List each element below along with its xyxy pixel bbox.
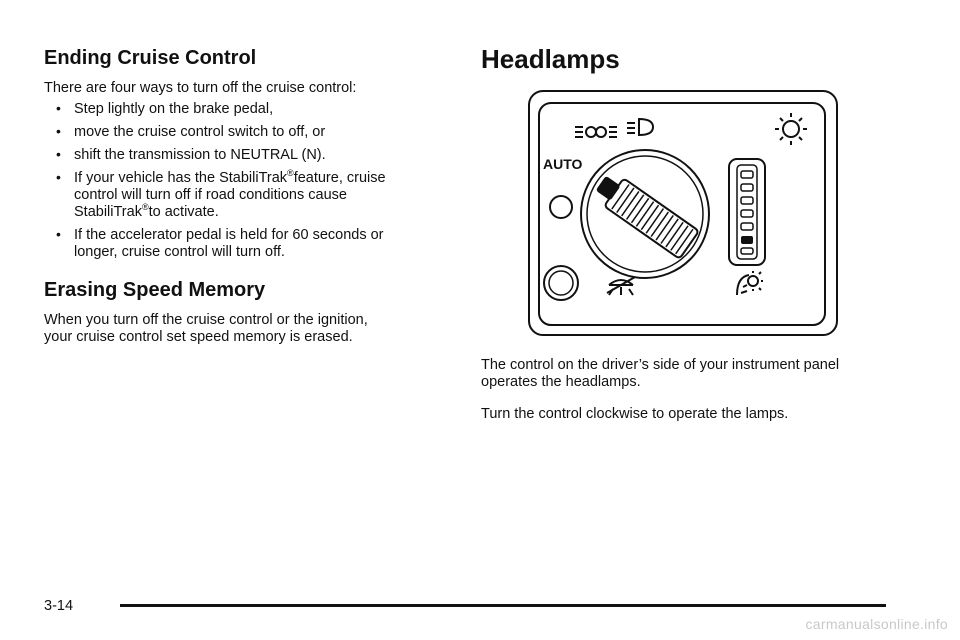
headlamp-switch-illustration — [527, 89, 839, 337]
erasing-speed-memory-heading: Erasing Speed Memory — [44, 279, 266, 301]
watermark: carmanualsonline.info — [805, 616, 948, 632]
headlamps-body — [481, 357, 921, 423]
headlamps-paragraph-2: Turn the control clockwise to operate the lamps. — [481, 406, 789, 422]
small-button-icon — [550, 196, 572, 218]
headlamps-heading: Headlamps — [481, 44, 620, 74]
erasing-speed-paragraph: When you turn off the cruise control or the ignition, your cruise control set speed memory is erased. — [44, 312, 368, 345]
right-column — [481, 40, 921, 74]
bullet-icon: • — [56, 123, 61, 139]
footer-divider — [120, 604, 886, 607]
left-column — [44, 40, 444, 346]
dimmer-wheel — [729, 159, 765, 265]
page-number: 3-14 — [44, 598, 74, 614]
bullet-icon: • — [56, 226, 61, 242]
auto-label: AUTO — [543, 156, 583, 172]
bullet-icon: • — [56, 100, 61, 116]
bullet-icon: • — [56, 146, 61, 162]
headlamp-dial — [581, 150, 709, 278]
registered-mark: ® — [141, 202, 149, 212]
registered-mark: ® — [287, 168, 294, 178]
ending-cruise-intro: There are four ways to turn off the cruise control: — [44, 80, 357, 96]
headlamp-control-figure — [527, 89, 839, 337]
list-item: • If the accelerator pedal is held for 60 seconds or longer, cruise control will turn off. — [56, 226, 384, 260]
list-item: • Step lightly on the brake pedal, — [56, 100, 274, 117]
list-item: • If your vehicle has the StabiliTrak®feature, cruise control will turn off if road conditions cause StabiliTrak®to activate. — [56, 168, 386, 220]
cruise-off-list — [44, 101, 444, 261]
list-item: • shift the transmission to NEUTRAL (N). — [56, 146, 326, 163]
headlamps-paragraph-1: The control on the driver’s side of your instrument panel operates the headlamps. — [481, 357, 840, 390]
ending-cruise-control-heading: Ending Cruise Control — [44, 47, 257, 69]
list-item: • move the cruise control switch to off, or — [56, 123, 326, 140]
bullet-icon: • — [56, 169, 61, 185]
